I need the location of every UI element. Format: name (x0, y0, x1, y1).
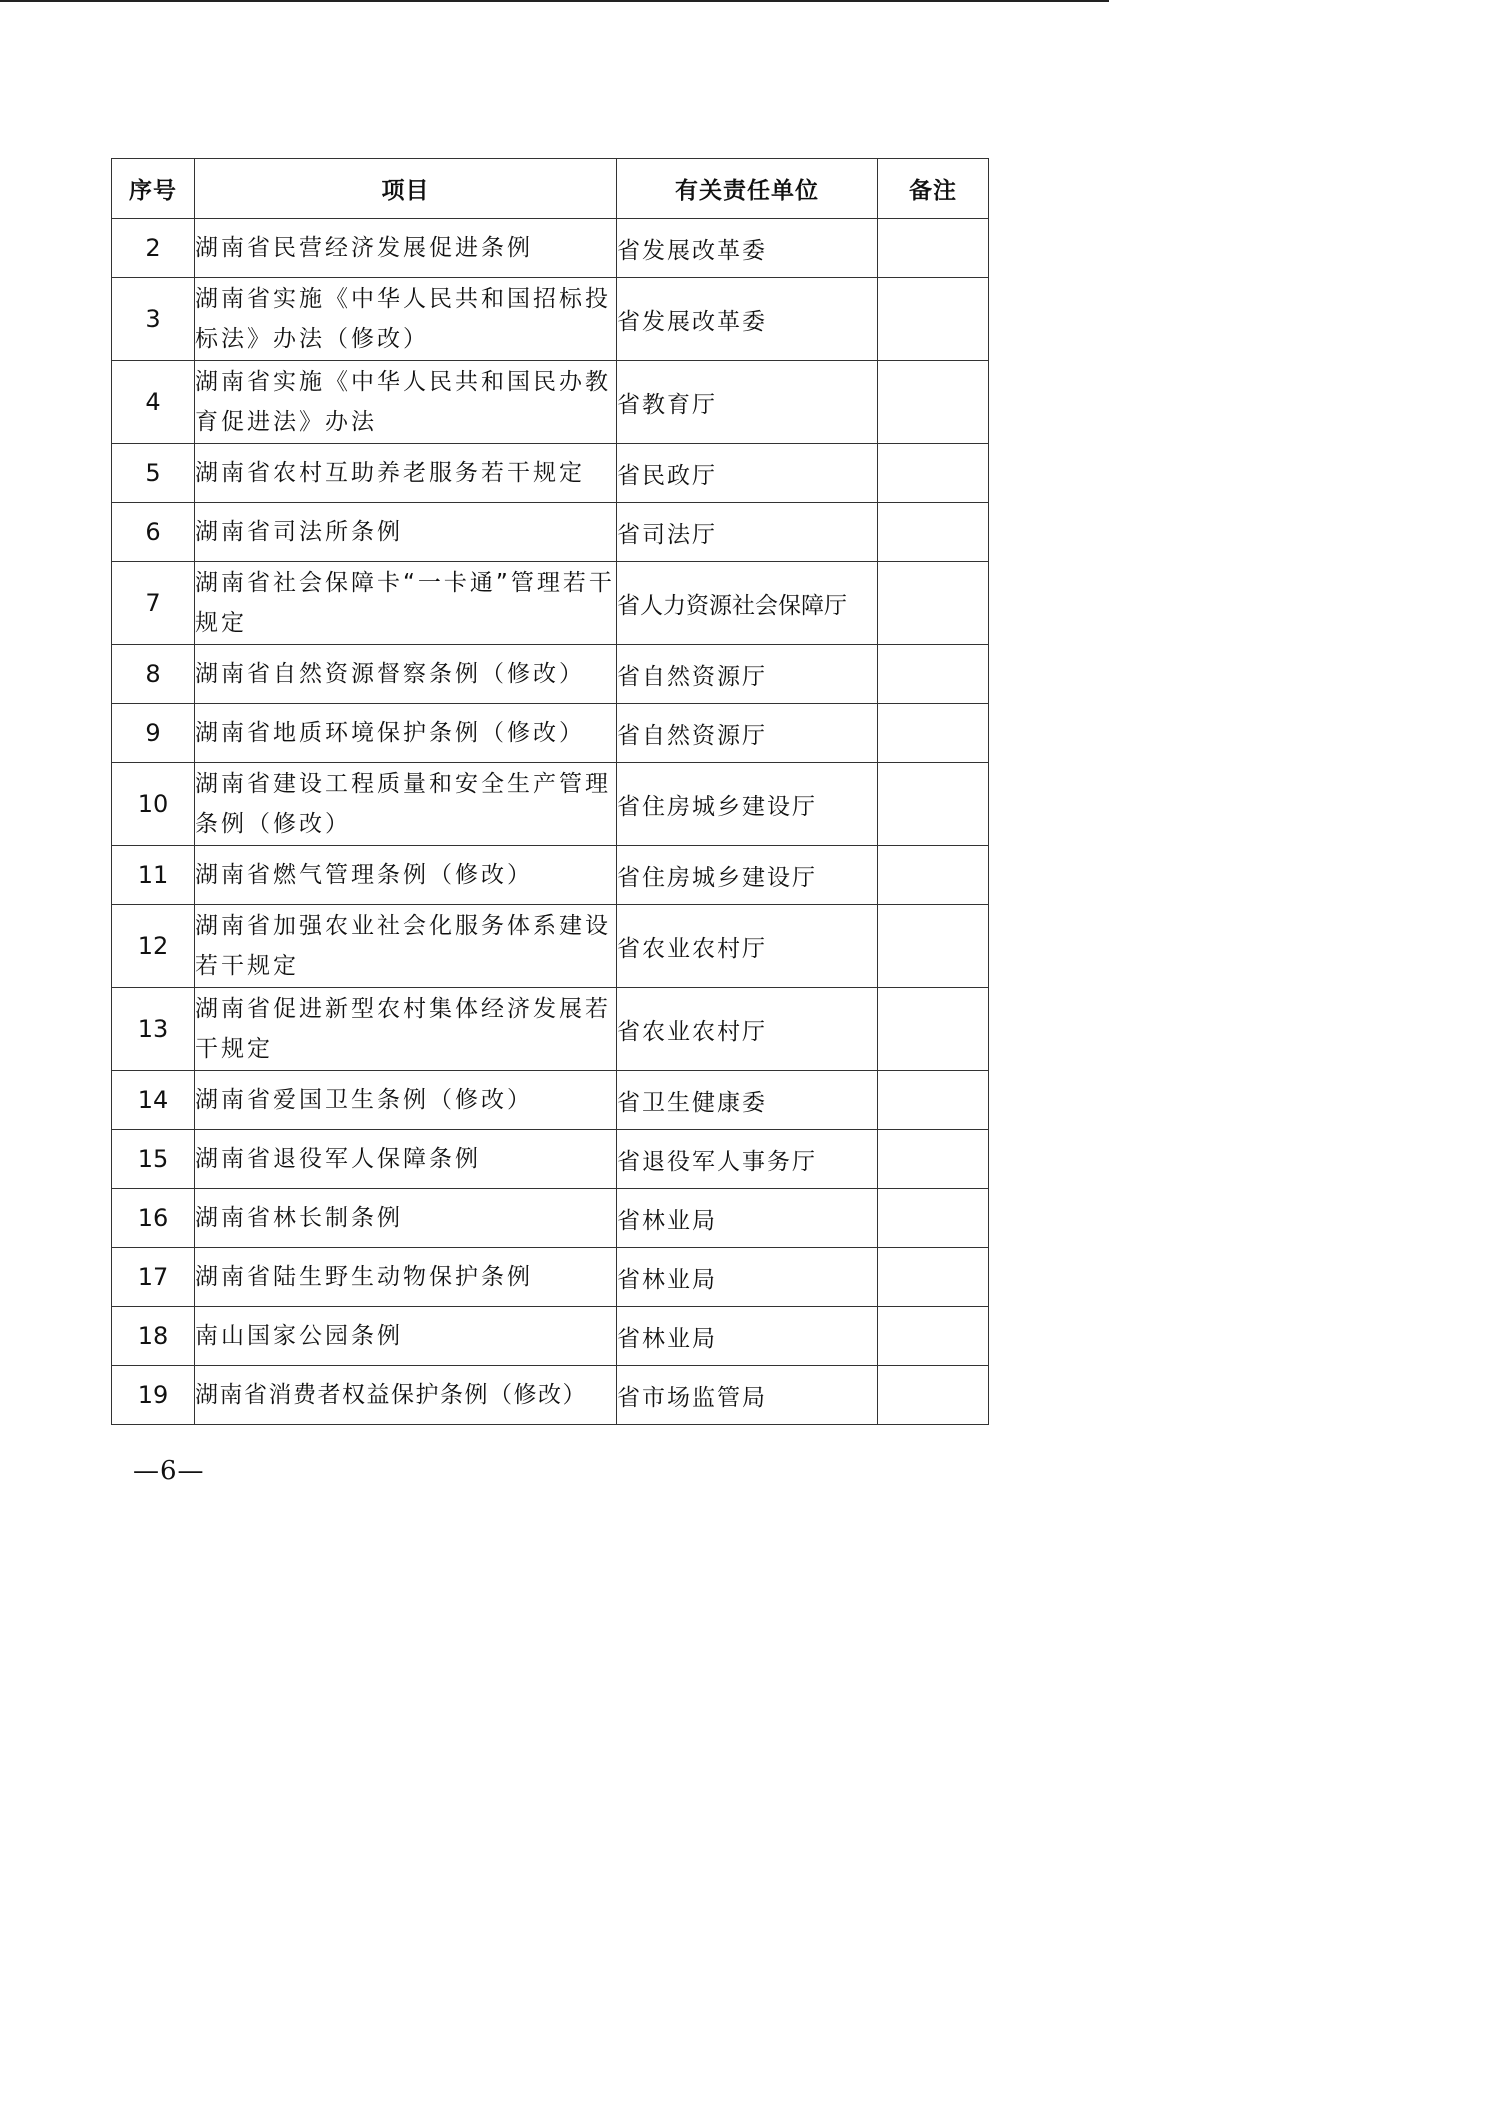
row-number: 12 (112, 905, 195, 988)
row-unit: 省退役军人事务厅 (617, 1130, 878, 1189)
row-item: 湖南省农村互助养老服务若干规定 (195, 444, 617, 503)
row-item: 湖南省消费者权益保护条例（修改） (195, 1366, 617, 1425)
row-number: 19 (112, 1366, 195, 1425)
table-row (112, 444, 989, 503)
row-number: 3 (112, 278, 195, 361)
row-unit: 省市场监管局 (617, 1366, 878, 1425)
row-note (878, 988, 989, 1071)
row-unit: 省自然资源厅 (617, 645, 878, 704)
row-number: 10 (112, 763, 195, 846)
table-row (112, 988, 989, 1071)
row-item: 湖南省实施《中华人民共和国招标投标法》办法（修改） (195, 278, 617, 361)
row-item: 湖南省自然资源督察条例（修改） (195, 645, 617, 704)
row-number: 6 (112, 503, 195, 562)
row-note (878, 905, 989, 988)
row-number: 14 (112, 1071, 195, 1130)
page-top-edge (0, 0, 1109, 2)
row-item: 湖南省建设工程质量和安全生产管理条例（修改） (195, 763, 617, 846)
table-row (112, 1366, 989, 1425)
row-note (878, 278, 989, 361)
row-unit: 省林业局 (617, 1248, 878, 1307)
row-number: 2 (112, 219, 195, 278)
row-number: 7 (112, 562, 195, 645)
row-unit: 省农业农村厅 (617, 988, 878, 1071)
row-unit: 省人力资源社会保障厅 (617, 562, 878, 645)
table-row (112, 846, 989, 905)
table-row (112, 219, 989, 278)
row-unit: 省住房城乡建设厅 (617, 846, 878, 905)
row-item: 湖南省地质环境保护条例（修改） (195, 704, 617, 763)
row-note (878, 1130, 989, 1189)
row-number: 9 (112, 704, 195, 763)
row-note (878, 1248, 989, 1307)
row-note (878, 763, 989, 846)
table-header-row (112, 159, 989, 219)
row-number: 4 (112, 361, 195, 444)
row-item: 湖南省陆生野生动物保护条例 (195, 1248, 617, 1307)
row-item: 湖南省爱国卫生条例（修改） (195, 1071, 617, 1130)
table-row (112, 704, 989, 763)
row-unit: 省司法厅 (617, 503, 878, 562)
table-row (112, 645, 989, 704)
header-unit: 有关责任单位 (617, 159, 878, 219)
row-note (878, 1071, 989, 1130)
row-unit: 省林业局 (617, 1189, 878, 1248)
row-unit: 省民政厅 (617, 444, 878, 503)
row-item: 湖南省实施《中华人民共和国民办教育促进法》办法 (195, 361, 617, 444)
row-item: 湖南省退役军人保障条例 (195, 1130, 617, 1189)
table-row (112, 278, 989, 361)
header-note: 备注 (878, 159, 989, 219)
row-note (878, 1189, 989, 1248)
row-unit: 省发展改革委 (617, 219, 878, 278)
row-number: 16 (112, 1189, 195, 1248)
table-row (112, 1071, 989, 1130)
row-number: 15 (112, 1130, 195, 1189)
row-number: 13 (112, 988, 195, 1071)
row-number: 11 (112, 846, 195, 905)
row-unit: 省林业局 (617, 1307, 878, 1366)
legislation-plan-table (111, 158, 989, 1425)
row-note (878, 503, 989, 562)
row-note (878, 444, 989, 503)
row-unit: 省住房城乡建设厅 (617, 763, 878, 846)
row-item: 湖南省加强农业社会化服务体系建设若干规定 (195, 905, 617, 988)
table-row (112, 763, 989, 846)
row-unit: 省自然资源厅 (617, 704, 878, 763)
table-row (112, 1248, 989, 1307)
row-item: 湖南省林长制条例 (195, 1189, 617, 1248)
table-row (112, 1130, 989, 1189)
row-number: 5 (112, 444, 195, 503)
table-row (112, 905, 989, 988)
table-row (112, 503, 989, 562)
row-item: 湖南省促进新型农村集体经济发展若干规定 (195, 988, 617, 1071)
row-unit: 省农业农村厅 (617, 905, 878, 988)
row-item: 湖南省社会保障卡“一卡通”管理若干规定 (195, 562, 617, 645)
row-note (878, 846, 989, 905)
table-row (112, 562, 989, 645)
row-note (878, 1366, 989, 1425)
row-item: 湖南省燃气管理条例（修改） (195, 846, 617, 905)
row-note (878, 562, 989, 645)
page-number: —6— (133, 1456, 205, 1486)
row-note (878, 1307, 989, 1366)
row-item: 湖南省司法所条例 (195, 503, 617, 562)
row-note (878, 361, 989, 444)
row-note (878, 219, 989, 278)
row-unit: 省发展改革委 (617, 278, 878, 361)
row-item: 湖南省民营经济发展促进条例 (195, 219, 617, 278)
row-number: 18 (112, 1307, 195, 1366)
row-item: 南山国家公园条例 (195, 1307, 617, 1366)
table-row (112, 1189, 989, 1248)
row-number: 17 (112, 1248, 195, 1307)
row-unit: 省教育厅 (617, 361, 878, 444)
row-unit: 省卫生健康委 (617, 1071, 878, 1130)
table-row (112, 361, 989, 444)
row-number: 8 (112, 645, 195, 704)
row-note (878, 645, 989, 704)
header-item: 项目 (195, 159, 617, 219)
row-note (878, 704, 989, 763)
header-no: 序号 (112, 159, 195, 219)
table-row (112, 1307, 989, 1366)
